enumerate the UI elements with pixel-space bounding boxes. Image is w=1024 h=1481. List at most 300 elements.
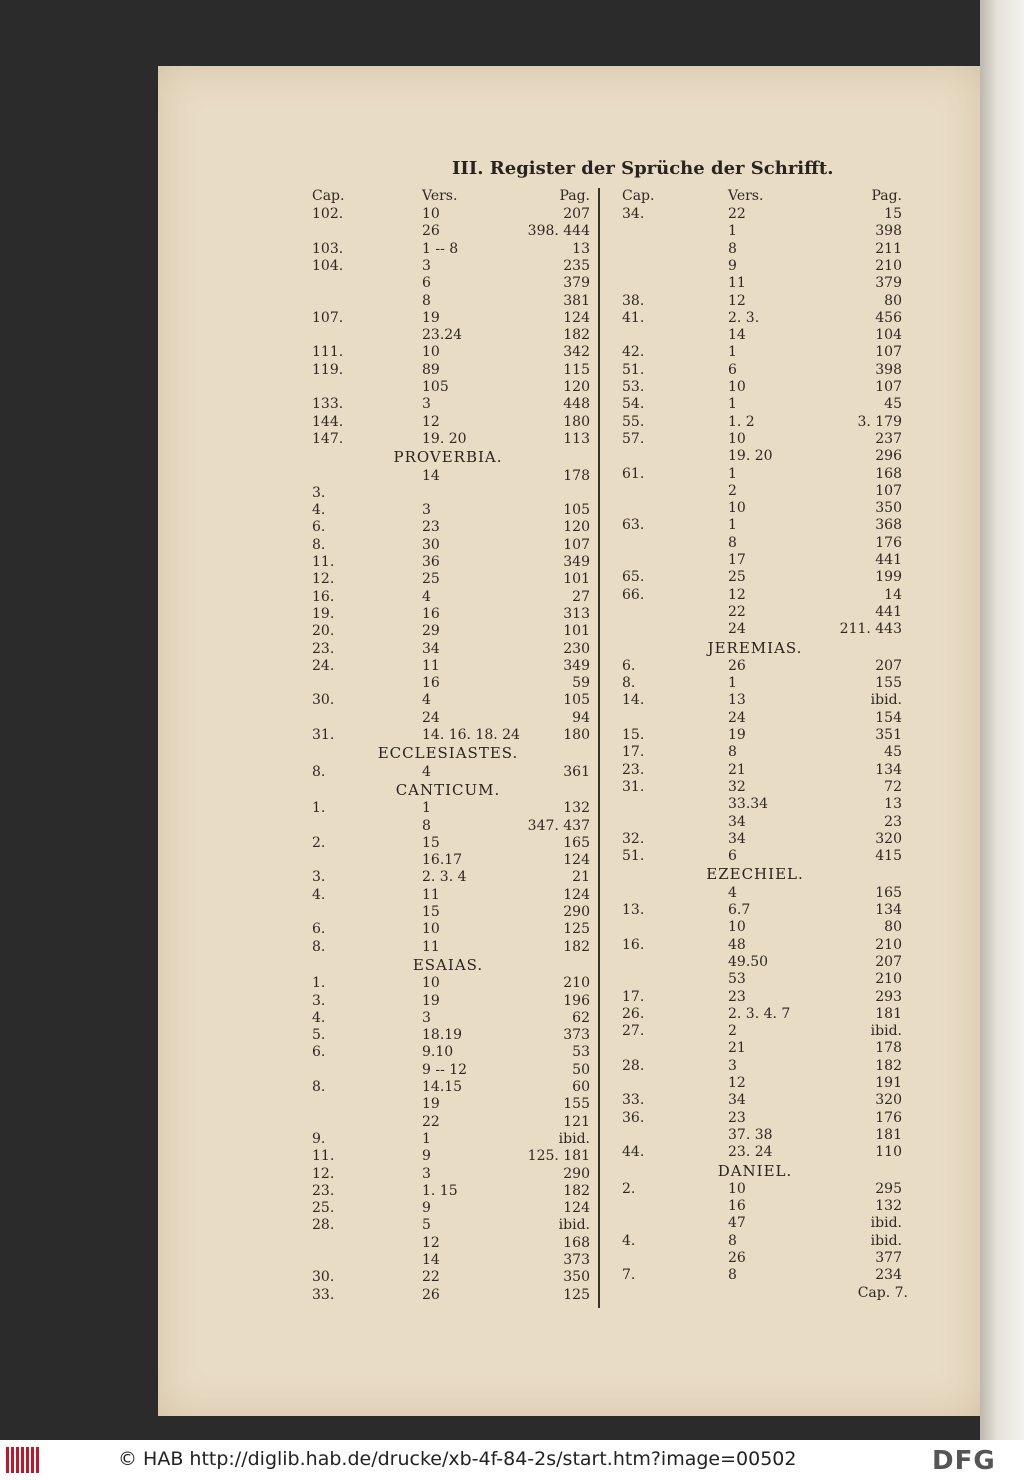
page-reference: 115: [563, 361, 590, 378]
verse-number: 26: [422, 223, 440, 240]
verse-number: 9: [422, 1200, 431, 1217]
verse-number: 23: [728, 988, 746, 1005]
page-reference: 80: [884, 292, 902, 309]
chapter-number: 34.: [622, 206, 645, 222]
chapter-number: 102.: [312, 206, 344, 222]
chapter-number: 1.: [312, 975, 326, 992]
verse-number: 9 -- 12: [422, 1061, 468, 1078]
chapter-number: 3.: [312, 992, 326, 1009]
chapter-number: 32.: [622, 830, 645, 847]
dfg-logo: DFG: [932, 1446, 996, 1476]
verse-number: 89: [422, 361, 440, 378]
page-reference: 168: [875, 465, 902, 482]
verse-number: 10: [422, 206, 440, 222]
page-reference: ibid.: [870, 1215, 902, 1232]
chapter-number: 65.: [622, 569, 645, 586]
chapter-number: 54.: [622, 396, 645, 413]
chapter-number: 24.: [312, 657, 335, 674]
page-reference: 155: [563, 1096, 590, 1113]
verse-number: 33.34: [728, 796, 769, 813]
chapter-number: 104.: [312, 257, 344, 274]
verse-number: 24: [728, 621, 746, 638]
chapter-number: 28.: [312, 1217, 335, 1234]
verse-number: 4: [422, 763, 431, 780]
page-reference: 124: [563, 309, 590, 326]
verse-number: 6: [422, 275, 431, 292]
page-reference: 351: [875, 727, 902, 743]
verse-number: 105: [422, 379, 449, 395]
page-reference: 398: [875, 223, 902, 240]
header-cap: Cap.: [622, 188, 655, 204]
page-reference: 50: [572, 1061, 590, 1078]
verse-number: 21: [728, 761, 746, 778]
verse-number: 1: [728, 675, 737, 692]
page-reference: 105: [563, 502, 590, 519]
chapter-number: 8.: [312, 1079, 326, 1095]
page-title: III. Register der Sprüche der Schrifft.: [452, 158, 834, 179]
page-reference: 349: [563, 657, 590, 674]
page-reference: 349: [563, 554, 590, 570]
chapter-number: 30.: [312, 1269, 335, 1286]
page-reference: 320: [875, 830, 902, 847]
chapter-number: 17.: [622, 744, 645, 761]
page-reference: 456: [875, 309, 902, 326]
page-reference: 132: [875, 1198, 902, 1215]
page-reference: 59: [572, 675, 590, 692]
page-reference: ibid.: [870, 692, 902, 709]
verse-number: 14: [728, 327, 746, 344]
page-reference: 182: [563, 1182, 590, 1199]
verse-number: 8: [728, 744, 737, 761]
page-reference: 107: [875, 379, 902, 395]
page-reference: 196: [563, 992, 590, 1009]
chapter-number: 41.: [622, 309, 645, 326]
chapter-number: 16.: [312, 588, 335, 605]
verse-number: 10: [728, 1180, 746, 1197]
page-reference: 107: [875, 482, 902, 499]
verse-number: 10: [422, 344, 440, 361]
verse-number: 1: [422, 800, 431, 817]
page-reference: 13: [884, 796, 902, 813]
page-reference: 101: [563, 571, 590, 588]
page-reference: 373: [563, 1252, 590, 1268]
page-reference: 379: [875, 275, 902, 292]
verse-number: 1. 2: [728, 413, 755, 430]
verse-number: 32: [728, 778, 746, 795]
verse-number: 14: [422, 467, 440, 484]
page-reference: 94: [572, 709, 590, 726]
verse-number: 8: [422, 292, 431, 309]
page-reference: 211. 443: [839, 621, 902, 638]
verse-number: 2. 3. 4. 7: [728, 1005, 791, 1022]
page-reference: 199: [875, 569, 902, 586]
page-reference: 290: [563, 904, 590, 920]
verse-number: 3: [422, 1165, 431, 1182]
verse-number: 1: [728, 517, 737, 534]
verse-number: 16: [422, 675, 440, 692]
chapter-number: 3.: [312, 869, 326, 886]
section-heading: CANTICUM.: [395, 780, 501, 799]
chapter-number: 55.: [622, 413, 645, 430]
verse-number: 9.10: [422, 1044, 454, 1061]
chapter-number: 27.: [622, 1023, 645, 1040]
page-reference: 210: [563, 975, 590, 992]
page-reference: 3. 179: [857, 413, 902, 430]
chapter-number: 66.: [622, 586, 645, 603]
verse-number: 37. 38: [728, 1126, 773, 1143]
page-reference: 13: [572, 240, 590, 257]
chapter-number: 103.: [312, 240, 344, 257]
section-heading: PROVERBIA.: [393, 448, 503, 467]
page-reference: 120: [563, 379, 590, 395]
page-reference: 27: [572, 588, 590, 605]
footer-bar: [0, 1440, 1024, 1481]
verse-number: 10: [728, 919, 746, 936]
page-reference: ibid.: [870, 1023, 902, 1040]
verse-number: 14: [422, 1252, 440, 1268]
page-reference: 124: [563, 886, 590, 903]
chapter-number: 6.: [312, 519, 326, 536]
page-reference: 361: [563, 763, 590, 780]
page-reference: 107: [563, 536, 590, 553]
chapter-number: 61.: [622, 465, 645, 482]
verse-number: 2. 3.: [728, 309, 760, 326]
verse-number: 36: [422, 554, 440, 570]
chapter-number: 28.: [622, 1057, 645, 1074]
header-vers: Vers.: [422, 188, 458, 204]
chapter-number: 23.: [312, 640, 335, 657]
page-reference: 313: [563, 605, 590, 622]
page-reference: 290: [563, 1165, 590, 1182]
chapter-number: 38.: [622, 292, 645, 309]
page-reference: 14: [884, 586, 902, 603]
section-heading: EZECHIEL.: [706, 865, 804, 884]
page-reference: 21: [572, 869, 590, 886]
page-reference: 293: [875, 988, 902, 1005]
page-reference: 182: [563, 327, 590, 344]
verse-number: 34: [728, 1092, 746, 1109]
chapter-number: 4.: [622, 1232, 636, 1249]
verse-number: 29: [422, 623, 440, 640]
verse-number: 3: [728, 1057, 737, 1074]
chapter-number: 8.: [312, 763, 326, 780]
chapter-number: 14.: [622, 692, 645, 709]
page-reference: 230: [563, 640, 590, 657]
verse-number: 1: [728, 465, 737, 482]
verse-number: 12: [728, 1075, 746, 1091]
verse-number: 15: [422, 834, 440, 851]
page-reference: 72: [884, 778, 902, 795]
page-reference: 342: [563, 344, 590, 361]
catchword: Cap. 7.: [857, 1284, 908, 1301]
copyright-link[interactable]: © HAB http://diglib.hab.de/drucke/xb-4f-84-2s/start.htm?image=00502: [118, 1448, 797, 1470]
page-reference: 373: [563, 1027, 590, 1044]
page-reference: 176: [875, 1109, 902, 1126]
chapter-number: 6.: [312, 1044, 326, 1061]
page-reference: 132: [563, 800, 590, 817]
page-reference: 377: [875, 1250, 902, 1266]
chapter-number: 4.: [312, 502, 326, 519]
verse-number: 17: [728, 552, 746, 568]
page-reference: 125: [563, 1286, 590, 1303]
verse-number: 10: [728, 500, 746, 517]
chapter-number: 53.: [622, 379, 645, 395]
chapter-number: 44.: [622, 1144, 645, 1161]
verse-number: 10: [728, 430, 746, 447]
page-reference: 62: [572, 1009, 590, 1026]
page-reference: 350: [563, 1269, 590, 1286]
verse-number: 6: [728, 848, 737, 865]
page-reference: 398: [875, 361, 902, 378]
chapter-number: 15.: [622, 727, 645, 743]
page-reference: 320: [875, 1092, 902, 1109]
chapter-number: 33.: [312, 1286, 335, 1303]
chapter-number: 63.: [622, 517, 645, 534]
verse-number: 3: [422, 396, 431, 413]
verse-number: 11: [728, 275, 746, 292]
verse-number: 16: [422, 605, 440, 622]
verse-number: 10: [728, 379, 746, 395]
page-reference: 180: [563, 727, 590, 743]
verse-number: 24: [422, 709, 440, 726]
verse-number: 14. 16. 18. 24: [422, 727, 520, 743]
verse-number: 10: [422, 975, 440, 992]
page-reference: 53: [572, 1044, 590, 1061]
chapter-number: 3.: [312, 484, 326, 501]
verse-number: 34: [422, 640, 440, 657]
page-reference: 347. 437: [527, 817, 590, 834]
chapter-number: 8.: [622, 675, 636, 692]
verse-number: 34: [728, 813, 746, 830]
verse-number: 18.19: [422, 1027, 463, 1044]
chapter-number: 12.: [312, 1165, 335, 1182]
chapter-number: 6.: [312, 921, 326, 938]
page-reference: 45: [884, 744, 902, 761]
page-reference: 107: [875, 344, 902, 361]
page-reference: 237: [875, 430, 902, 447]
verse-number: 26: [422, 1286, 440, 1303]
verse-number: 23. 24: [728, 1144, 773, 1161]
page-reference: 350: [875, 500, 902, 517]
hab-logo-icon: [6, 1447, 44, 1473]
chapter-number: 7.: [622, 1267, 636, 1284]
verse-number: 13: [728, 692, 746, 709]
verse-number: 49.50: [728, 953, 769, 970]
chapter-number: 8.: [312, 938, 326, 955]
page-reference: 80: [884, 919, 902, 936]
page-reference: 60: [572, 1079, 590, 1095]
chapter-number: 111.: [312, 344, 344, 361]
verse-number: 25: [422, 571, 440, 588]
verse-number: 19: [422, 309, 440, 326]
page-reference: 124: [563, 852, 590, 869]
page-reference: 178: [563, 467, 590, 484]
verse-number: 19: [422, 1096, 440, 1113]
verse-number: 2: [728, 1023, 737, 1040]
page-reference: 207: [875, 953, 902, 970]
section-heading: JEREMIAS.: [707, 638, 803, 657]
page-reference: 441: [875, 552, 902, 568]
verse-number: 23: [422, 519, 440, 536]
verse-number: 22: [728, 206, 746, 222]
verse-number: 3: [422, 502, 431, 519]
verse-number: 22: [422, 1113, 440, 1130]
verse-number: 22: [728, 603, 746, 620]
chapter-number: 25.: [312, 1200, 335, 1217]
verse-number: 11: [422, 938, 440, 955]
header-pag: Pag.: [559, 188, 590, 204]
verse-number: 26: [728, 657, 746, 674]
verse-number: 22: [422, 1269, 440, 1286]
verse-number: 47: [728, 1215, 746, 1232]
chapter-number: 31.: [312, 727, 335, 743]
verse-number: 5: [422, 1217, 431, 1234]
chapter-number: 11.: [312, 554, 335, 570]
verse-number: 48: [728, 936, 746, 953]
section-heading: ECCLESIASTES.: [377, 744, 519, 763]
page-reference: 207: [875, 657, 902, 674]
chapter-number: 2.: [312, 834, 326, 851]
verse-number: 12: [422, 413, 440, 430]
verse-number: 8: [728, 1267, 737, 1284]
verse-number: 12: [728, 292, 746, 309]
chapter-number: 4.: [312, 1009, 326, 1026]
chapter-number: 31.: [622, 778, 645, 795]
page-reference: ibid.: [558, 1130, 590, 1147]
verse-number: 19: [422, 992, 440, 1009]
page-reference: 120: [563, 519, 590, 536]
verse-number: 11: [422, 657, 440, 674]
page-reference: 155: [875, 675, 902, 692]
page-reference: 134: [875, 761, 902, 778]
page-reference: 105: [563, 692, 590, 709]
chapter-number: 6.: [622, 657, 636, 674]
page-reference: 415: [875, 848, 902, 865]
page-reference: 180: [563, 413, 590, 430]
page-reference: 154: [875, 709, 902, 726]
verse-number: 19. 20: [422, 430, 467, 447]
chapter-number: 147.: [312, 430, 344, 447]
verse-number: 8: [728, 240, 737, 257]
page-reference: 181: [875, 1005, 902, 1022]
page-reference: 121: [563, 1113, 590, 1130]
chapter-number: 19.: [312, 605, 335, 622]
chapter-number: 133.: [312, 396, 344, 413]
chapter-number: 4.: [312, 886, 326, 903]
chapter-number: 36.: [622, 1109, 645, 1126]
page-reference: 234: [875, 1267, 902, 1284]
page-reference: 165: [563, 834, 590, 851]
page-reference: 296: [875, 448, 902, 465]
page-reference: 182: [563, 938, 590, 955]
verse-number: 24: [728, 709, 746, 726]
verse-number: 8: [422, 817, 431, 834]
chapter-number: 42.: [622, 344, 645, 361]
page-reference: 211: [875, 240, 902, 257]
page-reference: 210: [875, 971, 902, 988]
header-pag: Pag.: [871, 188, 902, 204]
section-heading: ESAIAS.: [412, 955, 484, 974]
verse-number: 26: [728, 1250, 746, 1266]
chapter-number: 57.: [622, 430, 645, 447]
verse-number: 9: [728, 257, 737, 274]
page-reference: 182: [875, 1057, 902, 1074]
page-reference: 101: [563, 623, 590, 640]
verse-number: 25: [728, 569, 746, 586]
chapter-number: 1.: [312, 800, 326, 817]
chapter-number: 8.: [312, 536, 326, 553]
page-reference: 110: [875, 1144, 902, 1161]
chapter-number: 9.: [312, 1130, 326, 1147]
verse-number: 4: [422, 692, 431, 709]
verse-number: 30: [422, 536, 440, 553]
page-reference: 181: [875, 1126, 902, 1143]
chapter-number: 11.: [312, 1148, 335, 1165]
verse-number: 23: [728, 1109, 746, 1126]
page-reference: 441: [875, 603, 902, 620]
page-reference: 15: [884, 206, 902, 222]
verse-number: 19: [728, 727, 746, 743]
verse-number: 12: [728, 586, 746, 603]
verse-number: 23.24: [422, 327, 463, 344]
chapter-number: 33.: [622, 1092, 645, 1109]
verse-number: 53: [728, 971, 746, 988]
page-reference: 235: [563, 257, 590, 274]
chapter-number: 23.: [622, 761, 645, 778]
page-reference: 448: [563, 396, 590, 413]
verse-number: 1: [422, 1130, 431, 1147]
verse-number: 6.7: [728, 902, 751, 918]
page-reference: 45: [884, 396, 902, 413]
verse-number: 1: [728, 344, 737, 361]
page-reference: 124: [563, 1200, 590, 1217]
verse-number: 4: [728, 884, 737, 901]
verse-number: 34: [728, 830, 746, 847]
verse-number: 8: [728, 1232, 737, 1249]
page-reference: 125. 181: [527, 1148, 590, 1165]
verse-number: 1. 15: [422, 1182, 458, 1199]
page-reference: 207: [563, 206, 590, 222]
verse-number: 4: [422, 588, 431, 605]
header-vers: Vers.: [728, 188, 764, 204]
verse-number: 19. 20: [728, 448, 773, 465]
page-reference: 165: [875, 884, 902, 901]
chapter-number: 16.: [622, 936, 645, 953]
verse-number: 2. 3. 4: [422, 869, 467, 886]
page-reference: 381: [563, 292, 590, 309]
page-reference: 104: [875, 327, 902, 344]
chapter-number: 20.: [312, 623, 335, 640]
verse-number: 3: [422, 257, 431, 274]
chapter-number: 12.: [312, 571, 335, 588]
header-cap: Cap.: [312, 188, 345, 204]
page-reference: 125: [563, 921, 590, 938]
page-reference: 23: [884, 813, 902, 830]
chapter-number: 51.: [622, 361, 645, 378]
chapter-number: 26.: [622, 1005, 645, 1022]
page-reference: 176: [875, 534, 902, 551]
page-reference: ibid.: [558, 1217, 590, 1234]
verse-number: 10: [422, 921, 440, 938]
verse-number: 15: [422, 904, 440, 920]
page-reference: 295: [875, 1180, 902, 1197]
page-reference: 210: [875, 257, 902, 274]
chapter-number: 13.: [622, 902, 645, 918]
page-reference: 134: [875, 902, 902, 918]
verse-number: 9: [422, 1148, 431, 1165]
page-reference: 191: [875, 1075, 902, 1091]
chapter-number: 119.: [312, 361, 344, 378]
